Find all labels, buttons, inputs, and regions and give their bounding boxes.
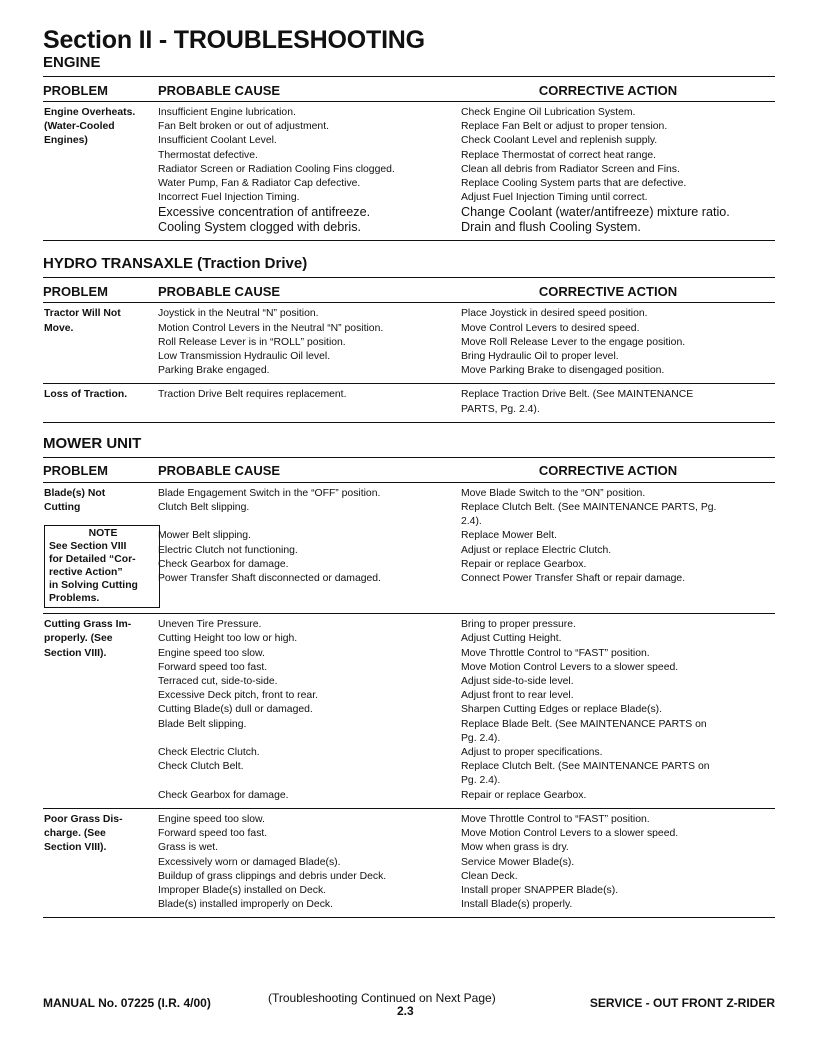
text-line bbox=[158, 774, 461, 788]
note-line: for Detailed “Cor- bbox=[49, 554, 136, 566]
action-cell bbox=[461, 106, 775, 235]
divider bbox=[43, 277, 775, 278]
text-line: Blade(s) installed improperly on Deck. bbox=[158, 899, 333, 911]
text-line: Engines) bbox=[44, 135, 88, 147]
troubleshooting-page bbox=[43, 26, 775, 918]
text-line: Replace Clutch Belt. (See MAINTENANCE PARTS, Pg. bbox=[461, 502, 717, 514]
text-line: Clean all debris from Radiator Screen and Fins. bbox=[461, 163, 680, 175]
text-line: Move Roll Release Lever to the engage position. bbox=[461, 336, 686, 348]
text-line: Low Transmission Hydraulic Oil level. bbox=[158, 351, 331, 363]
text-line: Clutch Belt slipping. bbox=[158, 502, 250, 514]
text-line: Adjust Cutting Height. bbox=[461, 633, 562, 645]
text-line: Move Blade Switch to the “ON” position. bbox=[461, 487, 646, 499]
text-line: Change Coolant (water/antifreeze) mixture ratio. bbox=[461, 205, 730, 220]
text-line: Replace Cooling System parts that are defective. bbox=[461, 178, 687, 190]
manual-number: MANUAL No. 07225 (I.R. 4/00) bbox=[43, 996, 211, 1010]
text-line: Service Mower Blade(s). bbox=[461, 856, 575, 868]
text-line: Forward speed too fast. bbox=[158, 661, 268, 673]
note-line: rective Action” bbox=[49, 567, 123, 579]
divider bbox=[43, 76, 775, 77]
text-line: Grass is wet. bbox=[158, 842, 219, 854]
problem-cell bbox=[43, 618, 158, 803]
text-line: Pg. 2.4). bbox=[461, 732, 501, 744]
action-cell bbox=[461, 487, 775, 608]
text-line: Blade Belt slipping. bbox=[158, 718, 247, 730]
text-line: Replace Traction Drive Belt. (See MAINTENANCE bbox=[461, 389, 694, 401]
header-cause: PROBABLE CAUSE bbox=[158, 82, 281, 98]
text-line: Excessive concentration of antifreeze. bbox=[158, 205, 371, 220]
text-line: Roll Release Lever is in “ROLL” position. bbox=[158, 336, 346, 348]
table-header bbox=[43, 280, 775, 303]
cause-cell bbox=[158, 813, 461, 912]
table-row bbox=[43, 384, 775, 422]
text-line: Cooling System clogged with debris. bbox=[158, 220, 362, 235]
text-line: Move Motion Control Levers to a slower speed. bbox=[461, 661, 679, 673]
action-cell bbox=[461, 618, 775, 803]
note-line: Problems. bbox=[49, 593, 100, 605]
text-line: Mow when grass is dry. bbox=[461, 842, 569, 854]
text-line: Buildup of grass clippings and debris under Deck. bbox=[158, 870, 387, 882]
text-line: 2.4). bbox=[461, 516, 482, 528]
text-line: Repair or replace Gearbox. bbox=[461, 558, 587, 570]
text-line: Water Pump, Fan & Radiator Cap defective. bbox=[158, 178, 361, 190]
text-line: Clean Deck. bbox=[461, 870, 518, 882]
text-line: Fan Belt broken or out of adjustment. bbox=[158, 121, 329, 133]
text-line: Section VIII). bbox=[44, 647, 107, 659]
problem-cell bbox=[43, 813, 158, 912]
text-line: (Water-Cooled bbox=[44, 121, 115, 133]
text-line: Adjust or replace Electric Clutch. bbox=[461, 544, 612, 556]
table-header bbox=[43, 460, 775, 483]
section-heading-mower: MOWER UNIT bbox=[43, 434, 142, 452]
text-line: Move Motion Control Levers to a slower speed. bbox=[461, 828, 679, 840]
note-line: See Section VIII bbox=[49, 541, 127, 553]
text-line: Improper Blade(s) installed on Deck. bbox=[158, 884, 327, 896]
action-cell bbox=[461, 813, 775, 912]
table-row bbox=[43, 809, 775, 918]
text-line: Tractor Will Not bbox=[44, 308, 121, 320]
text-line: Loss of Traction. bbox=[44, 389, 128, 401]
problem-line: Cutting bbox=[44, 502, 81, 514]
cause-cell bbox=[158, 487, 461, 608]
text-line: Thermostat defective. bbox=[158, 149, 258, 161]
header-cause: PROBABLE CAUSE bbox=[158, 283, 281, 299]
table-row-blades-not-cutting bbox=[43, 483, 775, 614]
text-line: Connect Power Transfer Shaft or repair damage. bbox=[461, 573, 686, 585]
text-line: Check Clutch Belt. bbox=[158, 761, 244, 773]
text-line: properly. (See bbox=[44, 633, 113, 645]
table-row bbox=[43, 102, 775, 241]
text-line: Move Throttle Control to “FAST” position. bbox=[461, 813, 650, 825]
text-line: Install proper SNAPPER Blade(s). bbox=[461, 884, 619, 896]
manual-model: SERVICE - OUT FRONT Z-RIDER bbox=[589, 996, 775, 1010]
problem-cell bbox=[43, 388, 158, 416]
action-cell bbox=[461, 388, 775, 416]
problem-line: Blade(s) Not bbox=[44, 487, 106, 499]
text-line: Engine Overheats. bbox=[44, 107, 136, 118]
text-line: Power Transfer Shaft disconnected or damaged. bbox=[158, 573, 381, 585]
header-action: CORRECTIVE ACTION bbox=[538, 82, 678, 98]
problem-cell bbox=[43, 487, 158, 608]
text-line: Install Blade(s) properly. bbox=[461, 899, 573, 911]
section-heading-engine: ENGINE bbox=[43, 54, 101, 71]
text-line: Poor Grass Dis- bbox=[44, 813, 123, 825]
engine-table bbox=[43, 102, 775, 241]
text-line: Traction Drive Belt requires replacement. bbox=[158, 389, 347, 401]
text-line: Replace Clutch Belt. (See MAINTENANCE PARTS on bbox=[461, 761, 710, 773]
text-line: Check Engine Oil Lubrication System. bbox=[461, 107, 636, 118]
header-problem: PROBLEM bbox=[43, 283, 108, 299]
problem-cell bbox=[43, 307, 158, 378]
text-line: Check Gearbox for damage. bbox=[158, 558, 289, 570]
text-line: Place Joystick in desired speed position. bbox=[461, 308, 648, 320]
text-line: Cutting Blade(s) dull or damaged. bbox=[158, 704, 313, 716]
header-action: CORRECTIVE ACTION bbox=[538, 283, 678, 299]
table-row bbox=[43, 614, 775, 809]
text-line: Bring Hydraulic Oil to proper level. bbox=[461, 351, 619, 363]
text-line: Excessive Deck pitch, front to rear. bbox=[158, 690, 318, 702]
divider bbox=[43, 457, 775, 458]
problem-cell bbox=[43, 106, 158, 235]
text-line: Sharpen Cutting Edges or replace Blade(s). bbox=[461, 704, 662, 716]
text-line: Terraced cut, side-to-side. bbox=[158, 676, 278, 688]
mower-table bbox=[43, 614, 775, 918]
text-line: Pg. 2.4). bbox=[461, 775, 501, 787]
text-line: Incorrect Fuel Injection Timing. bbox=[158, 192, 300, 204]
cause-cell bbox=[158, 388, 461, 416]
text-line: Drain and flush Cooling System. bbox=[461, 220, 641, 235]
text-line: Repair or replace Gearbox. bbox=[461, 789, 587, 801]
text-line: Blade Engagement Switch in the “OFF” position. bbox=[158, 487, 381, 499]
text-line: Check Coolant Level and replenish supply. bbox=[461, 135, 658, 147]
text-line: Move. bbox=[44, 322, 74, 334]
text-line: Replace Blade Belt. (See MAINTENANCE PARTS on bbox=[461, 718, 707, 730]
cause-cell bbox=[158, 106, 461, 235]
page-title: Section II - TROUBLESHOOTING bbox=[43, 26, 425, 54]
text-line: Engine speed too slow. bbox=[158, 813, 265, 825]
text-line: Check Electric Clutch. bbox=[158, 747, 260, 759]
note-box bbox=[44, 525, 160, 608]
text-line: Insufficient Engine lubrication. bbox=[158, 107, 296, 118]
page-footer bbox=[43, 991, 775, 1027]
text-line: Adjust to proper specifications. bbox=[461, 747, 603, 759]
text-line: Motion Control Levers in the Neutral “N” position. bbox=[158, 322, 384, 334]
header-problem: PROBLEM bbox=[43, 82, 108, 98]
text-line: Engine speed too slow. bbox=[158, 647, 265, 659]
action-cell bbox=[461, 307, 775, 378]
text-line: Adjust Fuel Injection Timing until correct. bbox=[461, 192, 648, 204]
header-action: CORRECTIVE ACTION bbox=[538, 463, 678, 479]
text-line: Replace Mower Belt. bbox=[461, 530, 557, 542]
text-line: Forward speed too fast. bbox=[158, 828, 268, 840]
cause-cell bbox=[158, 618, 461, 803]
text-line: Parking Brake engaged. bbox=[158, 365, 270, 377]
text-line: PARTS, Pg. 2.4). bbox=[461, 403, 540, 415]
text-line: Bring to proper pressure. bbox=[461, 619, 576, 631]
text-line: Cutting Grass Im- bbox=[44, 619, 132, 631]
page-number: 2.3 bbox=[397, 1004, 414, 1018]
text-line: Adjust front to rear level. bbox=[461, 690, 574, 702]
cause-cell bbox=[158, 307, 461, 378]
note-line: in Solving Cutting bbox=[49, 580, 138, 592]
text-line: Move Parking Brake to disengaged position. bbox=[461, 365, 665, 377]
text-line: Replace Fan Belt or adjust to proper tension. bbox=[461, 121, 668, 133]
table-header bbox=[43, 79, 775, 102]
header-cause: PROBABLE CAUSE bbox=[158, 463, 281, 479]
continued-note: (Troubleshooting Continued on Next Page) bbox=[268, 991, 496, 1005]
text-line: Joystick in the Neutral “N” position. bbox=[158, 308, 319, 320]
text-line: Excessively worn or damaged Blade(s). bbox=[158, 856, 341, 868]
note-title: NOTE bbox=[88, 528, 118, 540]
text-line bbox=[158, 732, 461, 746]
text-line: Cutting Height too low or high. bbox=[158, 633, 298, 645]
text-line: Insufficient Coolant Level. bbox=[158, 135, 277, 147]
table-row bbox=[43, 303, 775, 384]
text-line bbox=[158, 515, 461, 529]
text-line: Check Gearbox for damage. bbox=[158, 789, 289, 801]
text-line: charge. (See bbox=[44, 828, 106, 840]
header-problem: PROBLEM bbox=[43, 463, 108, 479]
text-line: Radiator Screen or Radiation Cooling Fins clogged. bbox=[158, 163, 395, 175]
text-line: Move Control Levers to desired speed. bbox=[461, 322, 640, 334]
hydro-table bbox=[43, 303, 775, 422]
text-line: Move Throttle Control to “FAST” position. bbox=[461, 647, 650, 659]
section-heading-hydro: HYDRO TRANSAXLE (Traction Drive) bbox=[43, 255, 308, 273]
text-line: Mower Belt slipping. bbox=[158, 530, 251, 542]
text-line: Electric Clutch not functioning. bbox=[158, 544, 298, 556]
text-line: Section VIII). bbox=[44, 842, 107, 854]
text-line: Adjust side-to-side level. bbox=[461, 676, 574, 688]
text-line: Replace Thermostat of correct heat range. bbox=[461, 149, 657, 161]
text-line: Uneven Tire Pressure. bbox=[158, 619, 262, 631]
